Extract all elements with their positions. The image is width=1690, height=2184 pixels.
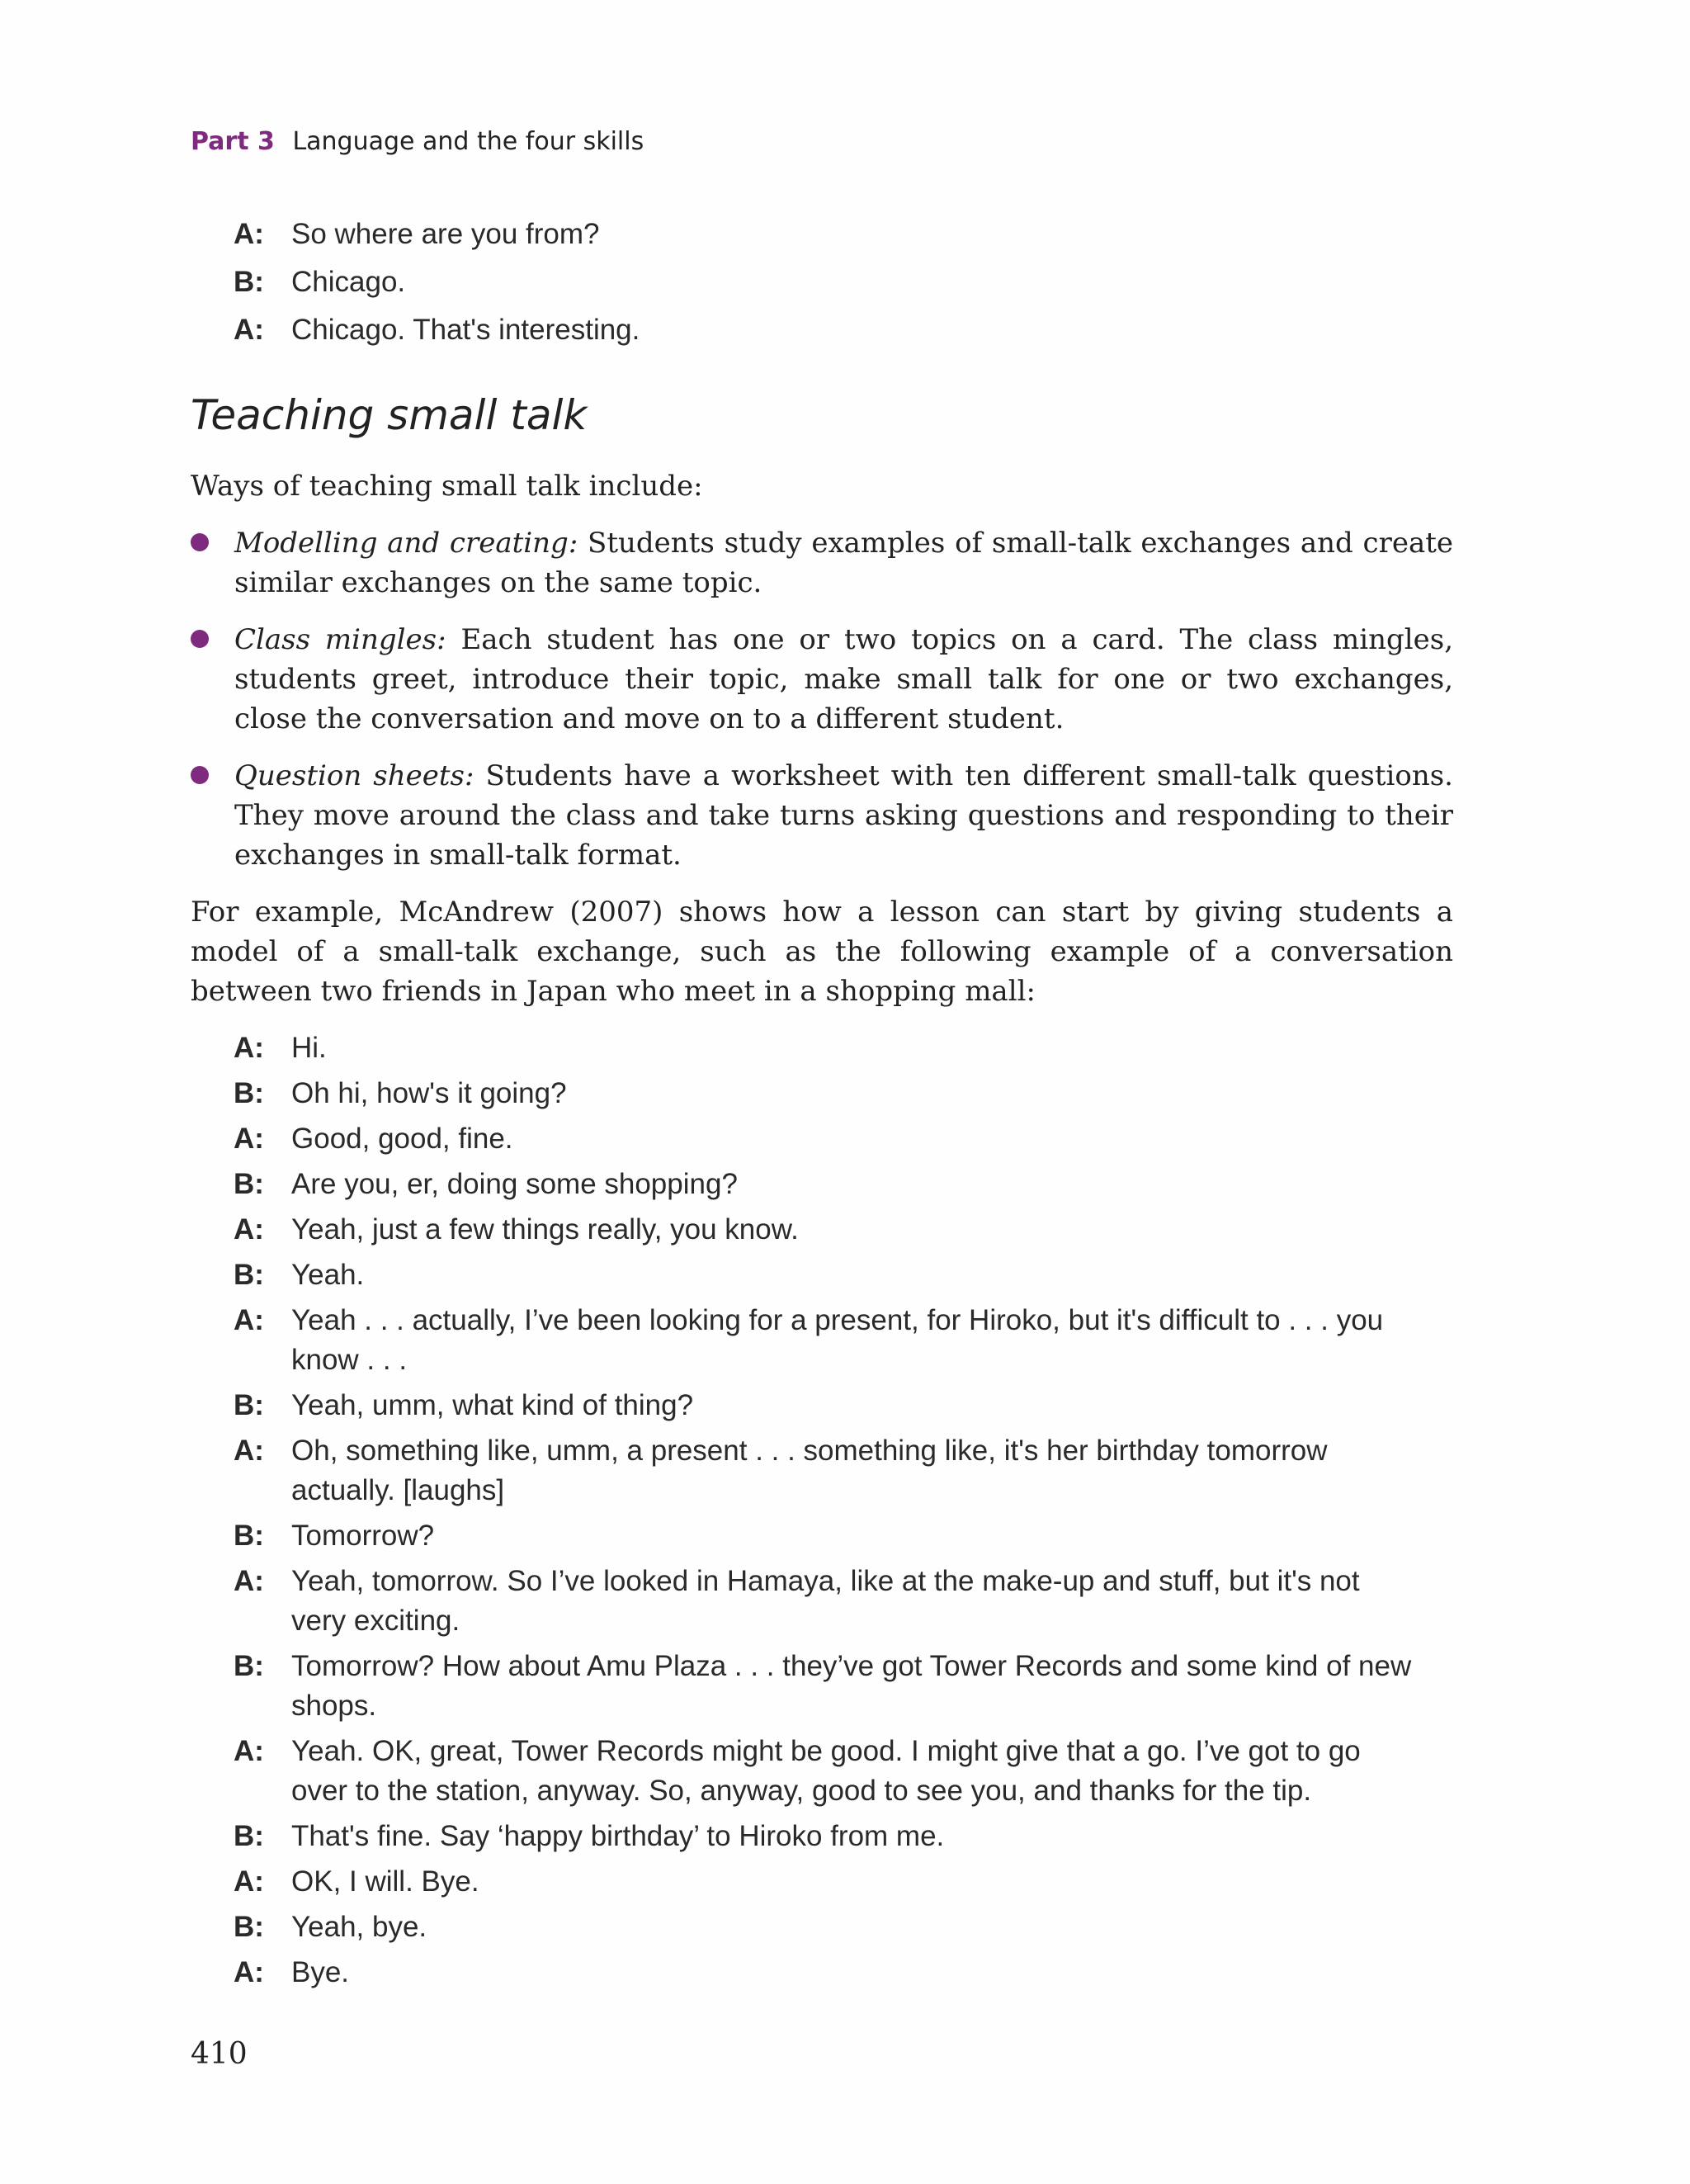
speaker-label: B: (234, 1911, 264, 1943)
bullet-item (191, 523, 1453, 603)
bullet-term: Question sheets: (234, 759, 474, 792)
speaker-label: A: (234, 1435, 264, 1467)
dialogue-text: Tomorrow? (291, 1520, 435, 1552)
speaker-label: A: (234, 1735, 264, 1767)
speaker-label: B: (234, 1077, 264, 1109)
bullet-item (191, 756, 1453, 875)
dialogue-line (234, 1165, 1414, 1204)
dialogue-line (234, 1817, 1414, 1856)
dialogue-text: Chicago. That's interesting. (291, 314, 640, 346)
dialogue-text: Yeah, bye. (291, 1911, 427, 1943)
bullet-icon (191, 630, 209, 648)
speaker-label: B: (234, 266, 264, 298)
speaker-label: B: (234, 1820, 264, 1852)
speaker-label: A: (234, 1123, 264, 1155)
section-heading: Teaching small talk (191, 391, 588, 439)
dialogue-line (234, 1255, 1414, 1295)
dialogue-text: Yeah, tomorrow. So I’ve looked in Hamaya, like at the make-up and stuff, but it's not very exciting. (291, 1565, 1360, 1637)
dialogue-line (234, 1562, 1414, 1641)
dialogue-line (234, 1074, 1414, 1113)
bullet-icon (191, 533, 209, 551)
dialogue-text: Hi. (291, 1032, 327, 1064)
dialogue-line (234, 1862, 1414, 1902)
speaker-label: B: (234, 1389, 264, 1421)
speaker-label: B: (234, 1520, 264, 1552)
dialogue-text: Chicago. (291, 266, 406, 298)
bullet-list (191, 523, 1453, 892)
speaker-label: A: (234, 218, 264, 250)
dialogue-text: Tomorrow? How about Amu Plaza . . . they’ve got Tower Records and some kind of new shops. (291, 1650, 1412, 1722)
dialogue-text: OK, I will. Bye. (291, 1865, 479, 1898)
bullet-icon (191, 766, 209, 784)
dialogue-line (234, 1907, 1414, 1947)
speaker-label: A: (234, 1956, 264, 1988)
speaker-label: A: (234, 1865, 264, 1898)
dialogue-text: That's fine. Say ‘happy birthday’ to Hiroko from me. (291, 1820, 945, 1852)
running-head-part: Part 3 (191, 127, 275, 156)
speaker-label: A: (234, 314, 264, 346)
dialogue-text: Oh, something like, umm, a present . . . something like, it's her birthday tomorrow actually. [laughs] (291, 1435, 1328, 1506)
dialogue-text: Oh hi, how's it going? (291, 1077, 567, 1109)
bullet-item (191, 620, 1453, 739)
page-number: 410 (191, 2037, 248, 2071)
dialogue-1 (234, 215, 1414, 358)
intro-paragraph: Ways of teaching small talk include: (191, 470, 703, 503)
speaker-label: A: (234, 1565, 264, 1597)
dialogue-2 (234, 1028, 1414, 1998)
dialogue-line (234, 1119, 1414, 1159)
dialogue-line (234, 1647, 1414, 1726)
dialogue-line (234, 1210, 1414, 1250)
dialogue-text: So where are you from? (291, 218, 600, 250)
speaker-label: B: (234, 1168, 264, 1200)
bullet-text: Each student has one or two topics on a card. The class mingles, students greet, introduce their topic, make small talk for one or two exchanges, close the conversation and move on to a different student. (234, 623, 1454, 735)
running-head-title: Language and the four skills (292, 127, 644, 156)
running-head (191, 127, 644, 156)
dialogue-text: Yeah, umm, what kind of thing? (291, 1389, 694, 1421)
bullet-term: Modelling and creating: (234, 527, 578, 560)
bullet-text: Students have a worksheet with ten different small-talk questions. They move around the class and take turns asking questions and responding to their exchanges in small-talk format. (234, 759, 1453, 872)
example-paragraph: For example, McAndrew (2007) shows how a lesson can start by giving students a model of a small-talk exchange, such as the following example of a conversation between two friends in Japan who meet in a shopping mall: (191, 896, 1453, 1008)
dialogue-line (234, 262, 1414, 302)
dialogue-text: Yeah. OK, great, Tower Records might be good. I might give that a go. I’ve got to go over to the station, anyway. So, anyway, good to see you, and thanks for the tip. (291, 1735, 1361, 1807)
speaker-label: A: (234, 1032, 264, 1064)
dialogue-line (234, 1386, 1414, 1425)
dialogue-line (234, 215, 1414, 254)
dialogue-text: Yeah, just a few things really, you know. (291, 1213, 799, 1246)
dialogue-text: Yeah. (291, 1259, 365, 1291)
dialogue-line (234, 1028, 1414, 1068)
bullet-text: Students study examples of small-talk exchanges and create similar exchanges on the same topic. (234, 527, 1453, 599)
dialogue-line (234, 310, 1414, 350)
bullet-term: Class mingles: (234, 623, 446, 656)
dialogue-line (234, 1953, 1414, 1993)
speaker-label: A: (234, 1213, 264, 1246)
speaker-label: B: (234, 1259, 264, 1291)
dialogue-line (234, 1732, 1414, 1811)
speaker-label: B: (234, 1650, 264, 1682)
dialogue-text: Yeah . . . actually, I’ve been looking for a present, for Hiroko, but it's difficult to . . . you know . . . (291, 1304, 1384, 1376)
dialogue-line (234, 1516, 1414, 1556)
dialogue-line (234, 1301, 1414, 1380)
dialogue-text: Bye. (291, 1956, 350, 1988)
dialogue-line (234, 1431, 1414, 1510)
speaker-label: A: (234, 1304, 264, 1336)
dialogue-text: Are you, er, doing some shopping? (291, 1168, 738, 1200)
dialogue-text: Good, good, fine. (291, 1123, 513, 1155)
